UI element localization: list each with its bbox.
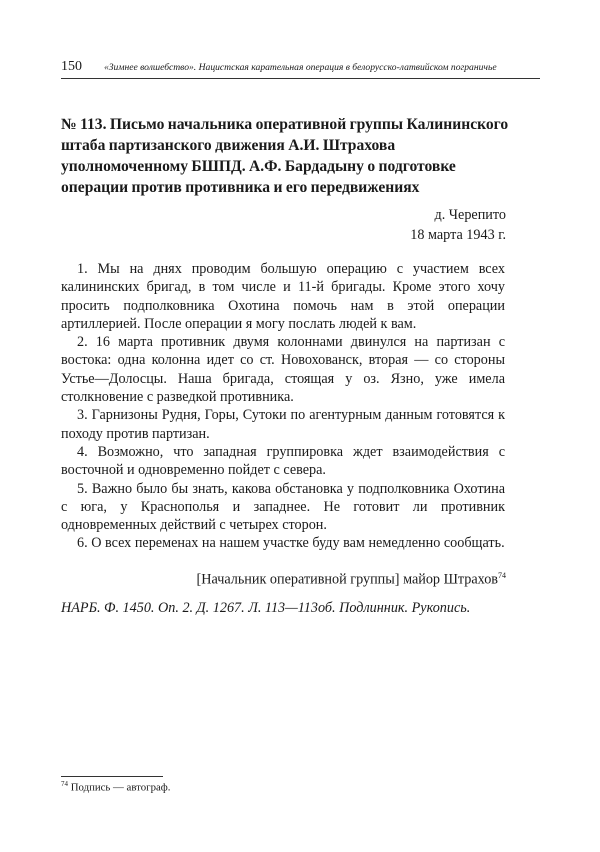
signature-line	[197, 566, 507, 590]
document-place: д. Черепито	[434, 207, 506, 223]
paragraph-6: 6. О всех переменах на нашем участке буду вам немедленно сообщать.	[77, 535, 505, 552]
document-date: 18 марта 1943 г.	[410, 227, 506, 243]
footnote	[61, 780, 170, 794]
paragraph-1: 1. Мы на днях проводим большую операцию с участием всех калининских бригад, в том числе и 11-й бригады. Кроме этого хочу просить подполковника Охотина помочь нам в этой операции артиллерией. После операции я могу послать людей к вам.	[61, 261, 505, 332]
paragraph-2: 2. 16 марта противник двумя колоннами двинулся на партизан с востока: одна колонна идет со ст. Новохованск, вторая — со стороны Устье—Долосцы. Наша бригада, стоящая у оз. Язно, уже имела столкновение с разведкой противника.	[61, 334, 505, 406]
document-title: № 113. Письмо начальника оперативной группы Калининского штаба партизанского движения А.И. Штрахова уполномоченному БШПД. А.Ф. Бардадыну о подготовке операции против противника и его передвижениях	[61, 116, 509, 196]
paragraph-5: 5. Важно было бы знать, какова обстановка у подполковника Охотина с юга, у Краснополья и западнее. Не готовит ли противник одновременных действий с четырех сторон.	[61, 480, 505, 534]
signature-text: [Начальник оперативной группы] майор Штрахов	[196, 571, 498, 588]
place-date-block	[410, 205, 506, 245]
footnote-text: Подпись — автограф.	[70, 781, 171, 794]
running-title: «Зимнее волшебство». Нацистская карательная операция в белорусско-латвийском пограничье	[104, 62, 497, 73]
letter-body	[61, 260, 505, 553]
footnote-number: 74	[61, 780, 68, 788]
paragraph-3: 3. Гарнизоны Рудня, Горы, Сутоки по агентурным данным готовятся к походу против партизан.	[61, 407, 505, 442]
page-number: 150	[61, 59, 82, 74]
paragraph-4: 4. Возможно, что западная группировка ждет взаимодействия с восточной и одновременно пойдет с севера.	[61, 443, 505, 479]
footnote-divider	[61, 776, 163, 777]
archival-source: НАРБ. Ф. 1450. Оп. 2. Д. 1267. Л. 113—113об. Подлинник. Рукопись.	[61, 600, 471, 616]
running-header	[61, 56, 540, 79]
footnote-reference: 74	[498, 571, 506, 580]
